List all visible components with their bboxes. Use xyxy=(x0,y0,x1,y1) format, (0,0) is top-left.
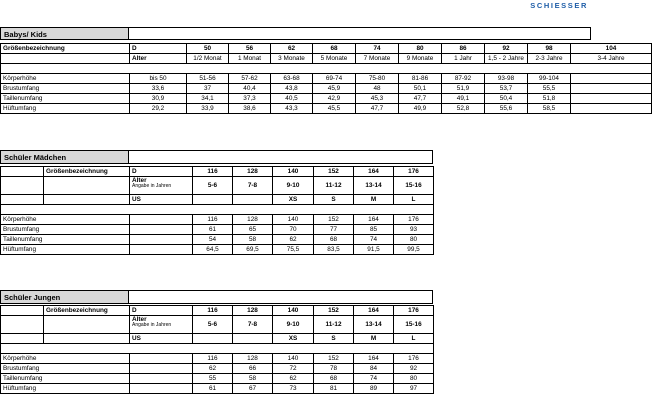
value-cell: 85 xyxy=(354,225,394,235)
size-cell: 164 xyxy=(354,167,394,177)
size-cell: 98 xyxy=(528,44,571,54)
row-label: Brustumfang xyxy=(1,364,130,374)
table-row xyxy=(1,44,652,54)
value-cell: 33,9 xyxy=(187,104,229,114)
age-cell: 7 Monate xyxy=(356,54,399,64)
age-cell: 3 Monate xyxy=(271,54,313,64)
value-cell: 58,5 xyxy=(528,104,571,114)
size-cell: 104 xyxy=(571,44,652,54)
us-cell: M xyxy=(354,195,394,205)
table-spacer-row xyxy=(1,205,434,215)
value-cell: 70 xyxy=(273,225,314,235)
value-cell: 99-104 xyxy=(528,74,571,84)
brand-logo: SCHIESSER xyxy=(530,1,588,10)
size-cell: 62 xyxy=(271,44,313,54)
us-cell: S xyxy=(314,334,354,344)
age-cell: 1/2 Monat xyxy=(187,54,229,64)
value-cell: 37,3 xyxy=(229,94,271,104)
value-cell: 64,5 xyxy=(193,245,233,255)
value-cell: 152 xyxy=(314,354,354,364)
value-cell: 50,1 xyxy=(399,84,442,94)
value-cell: 51,9 xyxy=(442,84,485,94)
value-cell: 67 xyxy=(233,384,273,394)
value-cell: 89 xyxy=(354,384,394,394)
value-cell: 40,4 xyxy=(229,84,271,94)
value-cell: 84 xyxy=(354,364,394,374)
table-row xyxy=(1,195,434,205)
age-cell: 1 Jahr xyxy=(442,54,485,64)
row-label: Hüftumfang xyxy=(1,384,130,394)
row-label: Hüftumfang xyxy=(1,104,130,114)
value-cell: 45,9 xyxy=(313,84,356,94)
value-cell: 52,8 xyxy=(442,104,485,114)
value-cell: 55,5 xyxy=(528,84,571,94)
value-cell: 61 xyxy=(193,225,233,235)
row-label: Taillenumfang xyxy=(1,374,130,384)
us-cell: XS xyxy=(273,195,314,205)
table-row xyxy=(1,364,434,374)
value-cell: 78 xyxy=(314,364,354,374)
row-label: Brustumfang xyxy=(1,225,130,235)
value-cell: 140 xyxy=(273,354,314,364)
section-title-jungen: Schüler Jungen xyxy=(1,291,129,303)
table-row xyxy=(1,54,652,64)
section-maedchen-title-bar xyxy=(0,150,433,164)
size-cell: 140 xyxy=(273,306,314,316)
value-cell: 62 xyxy=(273,374,314,384)
us-cell xyxy=(233,334,273,344)
table-row xyxy=(1,177,434,195)
size-cell: 116 xyxy=(193,306,233,316)
us-cell: XS xyxy=(273,334,314,344)
us-cell: S xyxy=(314,195,354,205)
value-cell: 30,9 xyxy=(130,94,187,104)
value-cell: 69,5 xyxy=(233,245,273,255)
us-cell xyxy=(233,195,273,205)
value-cell: 61 xyxy=(193,384,233,394)
age-cell: 9 Monate xyxy=(399,54,442,64)
value-cell: 128 xyxy=(233,354,273,364)
value-cell: 176 xyxy=(394,354,434,364)
value-cell: 72 xyxy=(273,364,314,374)
us-cell: L xyxy=(394,334,434,344)
value-cell: 49,1 xyxy=(442,94,485,104)
value-cell: 43,8 xyxy=(271,84,313,94)
size-cell: 92 xyxy=(485,44,528,54)
table-row xyxy=(1,245,434,255)
alter-subtext: Angabe in Jahren xyxy=(132,322,172,328)
value-cell: 47,7 xyxy=(356,104,399,114)
size-cell: 116 xyxy=(193,167,233,177)
header-label: Größenbezeichnung xyxy=(44,167,130,177)
alter-label xyxy=(130,316,193,334)
value-cell: 62 xyxy=(273,235,314,245)
section-babys-title-bar xyxy=(0,27,591,40)
table-row xyxy=(1,167,434,177)
us-label: US xyxy=(130,334,193,344)
value-cell: 37 xyxy=(187,84,229,94)
value-cell: 43,3 xyxy=(271,104,313,114)
value-cell: 73 xyxy=(273,384,314,394)
value-cell: 55,6 xyxy=(485,104,528,114)
table-row xyxy=(1,104,652,114)
value-cell: 58 xyxy=(233,235,273,245)
size-cell: 74 xyxy=(356,44,399,54)
table-row xyxy=(1,84,652,94)
size-cell: 164 xyxy=(354,306,394,316)
section-title-maedchen: Schüler Mädchen xyxy=(1,151,129,163)
value-cell: 116 xyxy=(193,215,233,225)
us-cell: L xyxy=(394,195,434,205)
age-cell: 5-6 xyxy=(193,177,233,195)
value-cell: 65 xyxy=(233,225,273,235)
value-cell: 45,5 xyxy=(313,104,356,114)
value-cell: 116 xyxy=(193,354,233,364)
value-cell: 152 xyxy=(314,215,354,225)
table-row xyxy=(1,94,652,104)
age-cell: 7-8 xyxy=(233,316,273,334)
value-cell: 97 xyxy=(394,384,434,394)
header-label: Größenbezeichnung xyxy=(1,44,130,54)
value-cell: 33,6 xyxy=(130,84,187,94)
table-row xyxy=(1,316,434,334)
value-cell: 45,3 xyxy=(356,94,399,104)
header-label: Größenbezeichnung xyxy=(44,306,130,316)
value-cell: 93-98 xyxy=(485,74,528,84)
age-cell: 9-10 xyxy=(273,177,314,195)
value-cell: 66 xyxy=(233,364,273,374)
value-cell: 62 xyxy=(193,364,233,374)
value-cell: 29,2 xyxy=(130,104,187,114)
d-label: D xyxy=(130,306,193,316)
size-table-jungen xyxy=(0,305,434,394)
age-cell: 13-14 xyxy=(354,177,394,195)
table-row xyxy=(1,74,652,84)
section-jungen-title-bar xyxy=(0,290,433,304)
value-cell: 75-80 xyxy=(356,74,399,84)
value-cell: 68 xyxy=(314,374,354,384)
us-cell xyxy=(193,334,233,344)
size-cell: 50 xyxy=(187,44,229,54)
value-cell: 57-62 xyxy=(229,74,271,84)
value-cell: 164 xyxy=(354,215,394,225)
age-cell: 15-16 xyxy=(394,316,434,334)
alter-text: Alter xyxy=(132,177,147,184)
value-cell: 92 xyxy=(394,364,434,374)
table-row xyxy=(1,384,434,394)
section-title-babys: Babys/ Kids xyxy=(1,28,129,39)
us-cell xyxy=(193,195,233,205)
size-cell: 176 xyxy=(394,306,434,316)
table-spacer-row xyxy=(1,344,434,354)
alter-label: Alter xyxy=(130,54,187,64)
value-cell: 51,8 xyxy=(528,94,571,104)
value-cell: 99,5 xyxy=(394,245,434,255)
age-cell: 13-14 xyxy=(354,316,394,334)
table-row xyxy=(1,374,434,384)
value-cell: 50,4 xyxy=(485,94,528,104)
row-label: Taillenumfang xyxy=(1,94,130,104)
age-cell: 5 Monate xyxy=(313,54,356,64)
row-label: Taillenumfang xyxy=(1,235,130,245)
size-cell: 86 xyxy=(442,44,485,54)
value-cell: 48 xyxy=(356,84,399,94)
value-cell: 74 xyxy=(354,235,394,245)
value-cell: bis 50 xyxy=(130,74,187,84)
age-cell: 5-6 xyxy=(193,316,233,334)
d-label: D xyxy=(130,167,193,177)
value-cell: 54 xyxy=(193,235,233,245)
row-label: Hüftumfang xyxy=(1,245,130,255)
age-cell: 1 Monat xyxy=(229,54,271,64)
value-cell: 38,6 xyxy=(229,104,271,114)
value-cell: 91,5 xyxy=(354,245,394,255)
value-cell: 69-74 xyxy=(313,74,356,84)
value-cell: 58 xyxy=(233,374,273,384)
value-cell: 80 xyxy=(394,374,434,384)
size-cell: 152 xyxy=(314,306,354,316)
size-cell: 68 xyxy=(313,44,356,54)
size-cell: 128 xyxy=(233,306,273,316)
value-cell: 87-92 xyxy=(442,74,485,84)
table-row xyxy=(1,306,434,316)
value-cell: 93 xyxy=(394,225,434,235)
value-cell: 51-56 xyxy=(187,74,229,84)
table-spacer-row xyxy=(1,64,652,74)
age-cell: 1,5 - 2 Jahre xyxy=(485,54,528,64)
size-cell: 56 xyxy=(229,44,271,54)
value-cell: 68 xyxy=(314,235,354,245)
value-cell: 47,7 xyxy=(399,94,442,104)
age-cell: 3-4 Jahre xyxy=(571,54,652,64)
size-cell: 176 xyxy=(394,167,434,177)
value-cell: 40,5 xyxy=(271,94,313,104)
d-label: D xyxy=(130,44,187,54)
table-row xyxy=(1,354,434,364)
value-cell: 55 xyxy=(193,374,233,384)
value-cell: 53,7 xyxy=(485,84,528,94)
value-cell: 42,9 xyxy=(313,94,356,104)
value-cell: 77 xyxy=(314,225,354,235)
value-cell: 49,9 xyxy=(399,104,442,114)
row-label: Körperhöhe xyxy=(1,215,130,225)
value-cell: 83,5 xyxy=(314,245,354,255)
size-cell: 140 xyxy=(273,167,314,177)
value-cell: 75,5 xyxy=(273,245,314,255)
age-cell: 9-10 xyxy=(273,316,314,334)
value-cell: 34,1 xyxy=(187,94,229,104)
value-cell: 81-86 xyxy=(399,74,442,84)
row-label: Brustumfang xyxy=(1,84,130,94)
us-cell: M xyxy=(354,334,394,344)
alter-subtext: Angabe in Jahren xyxy=(132,183,172,189)
size-cell: 128 xyxy=(233,167,273,177)
value-cell: 176 xyxy=(394,215,434,225)
value-cell: 81 xyxy=(314,384,354,394)
us-label: US xyxy=(130,195,193,205)
row-label: Körperhöhe xyxy=(1,74,130,84)
size-table-maedchen xyxy=(0,166,434,255)
table-row xyxy=(1,215,434,225)
value-cell: 128 xyxy=(233,215,273,225)
alter-label xyxy=(130,177,193,195)
age-cell: 7-8 xyxy=(233,177,273,195)
size-table-babys-main xyxy=(0,43,652,114)
size-cell: 80 xyxy=(399,44,442,54)
value-cell: 164 xyxy=(354,354,394,364)
value-cell: 74 xyxy=(354,374,394,384)
value-cell: 140 xyxy=(273,215,314,225)
table-row xyxy=(1,225,434,235)
age-cell: 11-12 xyxy=(314,177,354,195)
row-label: Körperhöhe xyxy=(1,354,130,364)
alter-text: Alter xyxy=(132,316,147,323)
value-cell: 63-68 xyxy=(271,74,313,84)
age-cell: 11-12 xyxy=(314,316,354,334)
age-cell: 15-16 xyxy=(394,177,434,195)
table-row xyxy=(1,334,434,344)
table-row xyxy=(1,235,434,245)
age-cell: 2-3 Jahre xyxy=(528,54,571,64)
size-cell: 152 xyxy=(314,167,354,177)
value-cell: 80 xyxy=(394,235,434,245)
